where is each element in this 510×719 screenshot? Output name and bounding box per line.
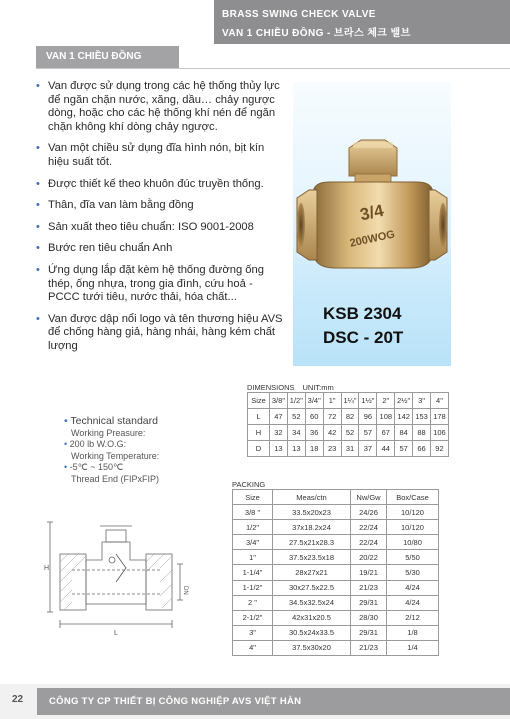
packing-cell: 10/120 <box>387 520 439 535</box>
feature-item <box>36 264 286 305</box>
dimensions-cell: 18 <box>305 441 323 457</box>
feature-item <box>36 221 286 235</box>
packing-cell: 28/30 <box>351 610 387 625</box>
technical-line: • -5℃ ~ 150℃ <box>64 462 124 472</box>
technical-line: Working Preasure: <box>71 427 146 438</box>
dimensions-cell: 13 <box>287 441 305 457</box>
dimensions-cell: L <box>248 409 270 425</box>
packing-cell: 5/50 <box>387 550 439 565</box>
bullet-icon: • <box>36 177 40 190</box>
packing-cell: 1/8 <box>387 625 439 640</box>
dimensions-unit: UNIT:mm <box>302 383 334 392</box>
dimensions-cell: 57 <box>395 441 413 457</box>
packing-cell: Meas/ctn <box>273 490 351 505</box>
technical-line: • 200 lb W.O.G: <box>64 439 127 449</box>
dimensions-cell: 96 <box>359 409 377 425</box>
feature-text: Ứng dụng lắp đặt kèm hệ thống đường ống thép, ống nhựa, trong gia đình, cứu hoả - PCCC tưới tiêu, nước thải, hóa chất... <box>48 263 264 304</box>
dimensions-cell: 92 <box>431 441 449 457</box>
dimensions-cell: 37 <box>359 441 377 457</box>
dimensions-cell: 13 <box>270 441 288 457</box>
packing-cell: 22/24 <box>351 535 387 550</box>
dimensions-cell: 23 <box>323 441 341 457</box>
packing-cell: 10/120 <box>387 505 439 520</box>
dimensions-cell: 67 <box>377 425 395 441</box>
dimensions-row <box>248 409 449 425</box>
dimensions-cell: 3/8" <box>270 393 288 409</box>
drawing-label-l: L <box>114 630 118 637</box>
packing-cell: 4/24 <box>387 595 439 610</box>
technical-standard <box>64 416 159 485</box>
packing-cell: 3/8 " <box>233 505 273 520</box>
packing-cell: 24/26 <box>351 505 387 520</box>
packing-cell: 5/30 <box>387 565 439 580</box>
product-photo <box>293 82 451 366</box>
dimensions-header-row <box>248 393 449 409</box>
dimensions-cell: 31 <box>341 441 359 457</box>
feature-text: Được thiết kế theo khuôn đúc truyền thống. <box>48 177 264 190</box>
dimensions-cell: 1/2" <box>287 393 305 409</box>
packing-cell: Nw/Gw <box>351 490 387 505</box>
packing-cell: 34.5x32.5x24 <box>273 595 351 610</box>
dimensions-cell: 1" <box>323 393 341 409</box>
dimensions-cell: 88 <box>413 425 431 441</box>
packing-row <box>233 595 439 610</box>
packing-cell: 21/23 <box>351 580 387 595</box>
footer-company: CÔNG TY CP THIẾT BỊ CÔNG NGHIỆP AVS VIỆT HÀN <box>37 688 510 715</box>
packing-caption: PACKING <box>232 480 266 489</box>
dimensions-row <box>248 441 449 457</box>
feature-item <box>36 199 286 213</box>
drawing-label-h: H <box>44 565 50 572</box>
packing-cell: 33.5x20x23 <box>273 505 351 520</box>
dimensions-cell: 57 <box>359 425 377 441</box>
packing-cell: 2/12 <box>387 610 439 625</box>
packing-cell: 42x31x20.5 <box>273 610 351 625</box>
dimensions-cell: 82 <box>341 409 359 425</box>
embossed-rating: 200WOG <box>348 228 397 250</box>
bullet-icon: • <box>36 142 40 155</box>
dimensions-cell: 1½" <box>359 393 377 409</box>
dimensions-label: DIMENSIONS <box>247 383 295 392</box>
feature-list <box>36 80 286 362</box>
bullet-icon: • <box>36 242 40 255</box>
packing-cell: 19/21 <box>351 565 387 580</box>
packing-cell: 30.5x24x33.5 <box>273 625 351 640</box>
packing-cell: 29/31 <box>351 595 387 610</box>
bullet-icon: • <box>36 263 40 276</box>
bullet-icon: • <box>64 439 70 449</box>
dimensions-cell: 36 <box>305 425 323 441</box>
packing-cell: 1" <box>233 550 273 565</box>
feature-text: Thân, đĩa van làm bằng đồng <box>48 199 194 212</box>
technical-line: Thread End (FIPxFIP) <box>71 473 160 484</box>
bullet-icon: • <box>64 462 70 472</box>
section-divider <box>36 68 510 69</box>
section-tab: VAN 1 CHIỀU ĐỒNG <box>36 46 179 68</box>
dimensions-table <box>247 392 449 457</box>
dimensions-cell: D <box>248 441 270 457</box>
packing-row <box>233 505 439 520</box>
dimensions-cell: 2" <box>377 393 395 409</box>
dimensions-cell: 34 <box>287 425 305 441</box>
packing-cell: 29/31 <box>351 625 387 640</box>
dimensions-cell: 3/4" <box>305 393 323 409</box>
packing-cell: 2-1/2" <box>233 610 273 625</box>
dimensions-cell: 47 <box>270 409 288 425</box>
dimensions-cell: H <box>248 425 270 441</box>
dimensions-cell: 142 <box>395 409 413 425</box>
page-number: 22 <box>12 694 24 705</box>
dimensions-cell: 52 <box>287 409 305 425</box>
feature-item <box>36 242 286 256</box>
packing-row <box>233 610 439 625</box>
packing-cell: 2 " <box>233 595 273 610</box>
packing-cell: 30x27.5x22.5 <box>273 580 351 595</box>
packing-row <box>233 580 439 595</box>
packing-cell: 37x18.2x24 <box>273 520 351 535</box>
packing-row <box>233 520 439 535</box>
header-title-en: BRASS SWING CHECK VALVE <box>222 9 376 20</box>
dimensions-cell: 106 <box>431 425 449 441</box>
packing-row <box>233 640 439 655</box>
packing-cell: 4" <box>233 640 273 655</box>
feature-text: Bước ren tiêu chuẩn Anh <box>48 242 173 255</box>
technical-title: • Technical standard <box>64 415 158 427</box>
valve-technical-drawing <box>42 502 192 652</box>
packing-cell: 1/4 <box>387 640 439 655</box>
model-code-2: DSC - 20T <box>323 328 404 347</box>
packing-cell: 4/24 <box>387 580 439 595</box>
header-title-vn-kr: VAN 1 CHIỀU ĐỒNG - 브라스 체크 밸브 <box>222 28 411 39</box>
packing-cell: 20/22 <box>351 550 387 565</box>
packing-cell: 37.5x30x20 <box>273 640 351 655</box>
technical-line: Working Temperature: <box>71 450 160 461</box>
packing-cell: 3/4" <box>233 535 273 550</box>
dimensions-cell: 72 <box>323 409 341 425</box>
packing-cell: 3" <box>233 625 273 640</box>
dimensions-cell: 1¼" <box>341 393 359 409</box>
dimensions-cell: 66 <box>413 441 431 457</box>
footer <box>0 684 510 719</box>
packing-cell: 1-1/4" <box>233 565 273 580</box>
dimensions-caption <box>247 383 334 392</box>
dimensions-cell: 153 <box>413 409 431 425</box>
bullet-icon: • <box>64 415 71 427</box>
dimensions-cell: 4" <box>431 393 449 409</box>
dimensions-cell: Size <box>248 393 270 409</box>
packing-table <box>232 489 439 656</box>
packing-row <box>233 565 439 580</box>
bullet-icon: • <box>36 220 40 233</box>
header-bar <box>214 0 510 44</box>
packing-cell: 37.5x23.5x18 <box>273 550 351 565</box>
feature-item <box>36 142 286 169</box>
dimensions-cell: 84 <box>395 425 413 441</box>
packing-cell: Size <box>233 490 273 505</box>
packing-cell: Box/Case <box>387 490 439 505</box>
packing-row <box>233 625 439 640</box>
packing-cell: 1/2" <box>233 520 273 535</box>
feature-item <box>36 80 286 134</box>
dimensions-cell: 32 <box>270 425 288 441</box>
packing-cell: 10/80 <box>387 535 439 550</box>
dimensions-cell: 42 <box>323 425 341 441</box>
packing-cell: 1-1/2" <box>233 580 273 595</box>
embossed-size: 3/4 <box>358 200 386 225</box>
packing-cell: 21/23 <box>351 640 387 655</box>
packing-header-row <box>233 490 439 505</box>
dimensions-cell: 52 <box>341 425 359 441</box>
packing-row <box>233 550 439 565</box>
packing-cell: 28x27x21 <box>273 565 351 580</box>
packing-cell: 27.5x21x28.3 <box>273 535 351 550</box>
packing-cell: 22/24 <box>351 520 387 535</box>
dimensions-row <box>248 425 449 441</box>
drawing-label-dn: DN <box>182 586 188 595</box>
dimensions-cell: 44 <box>377 441 395 457</box>
packing-row <box>233 535 439 550</box>
feature-text: Van được dập nổi logo và tên thương hiệu AVS để chống hàng giả, hàng nhái, hàng kém chất lượng <box>48 312 283 352</box>
dimensions-cell: 3" <box>413 393 431 409</box>
dimensions-cell: 2½" <box>395 393 413 409</box>
dimensions-cell: 60 <box>305 409 323 425</box>
feature-item <box>36 178 286 192</box>
dimensions-cell: 178 <box>431 409 449 425</box>
feature-text: Van được sử dụng trong các hệ thống thủy lực để ngăn chặn nước, xăng, dầu… chảy ngược dòng, hoặc cho các hệ thống khí nén để ngăn chặn không khí dòng chảy ngược. <box>48 80 280 133</box>
model-code-1: KSB 2304 <box>323 304 402 323</box>
dimensions-cell: 108 <box>377 409 395 425</box>
feature-text: Sản xuất theo tiêu chuẩn: ISO 9001-2008 <box>48 220 254 233</box>
bullet-icon: • <box>36 312 40 325</box>
bullet-icon: • <box>36 199 40 212</box>
bullet-icon: • <box>36 80 40 92</box>
feature-text: Van một chiều sử dụng đĩa hình nón, bịt kín hiệu suất tốt. <box>48 142 265 168</box>
feature-item <box>36 313 286 354</box>
